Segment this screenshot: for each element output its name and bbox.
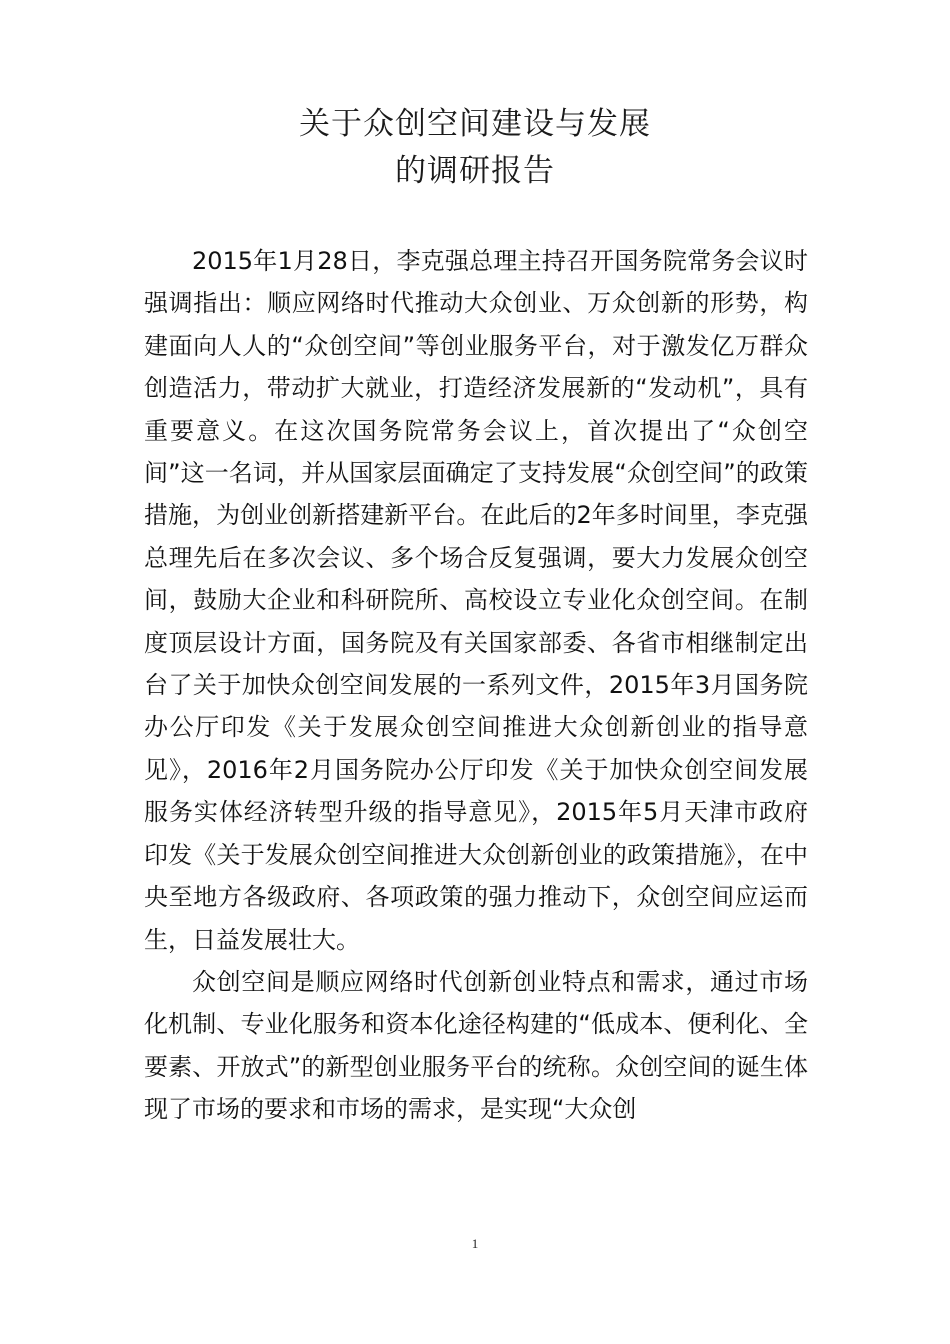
body-paragraph-1: 2015年1月28日，李克强总理主持召开国务院常务会议时强调指出：顺应网络时代推动大众创业、万众创新的形势，构建面向人人的“众创空间”等创业服务平台，对于激发亿万群众创造活力，带动扩大就业，打造经济发展新的“发动机”，具有重要意义。在这次国务院常务会议上，首次提出了“众创空间”这一名词，并从国家层面确定了支持发展“众创空间”的政策措施，为创业创新搭建新平台。在此后的2年多时间里，李克强总理先后在多次会议、多个场合反复强调，要大力发展众创空间，鼓励大企业和科研院所、高校设立专业化众创空间。在制度顶层设计方面，国务院及有关国家部委、各省市相继制定出台了关于加快众创空间发展的一系列文件，2015年3月国务院办公厅印发《关于发展众创空间推进大众创新创业的指导意见》，2016年2月国务院办公厅印发《关于加快众创空间发展服务实体经济转型升级的指导意见》，2015年5月天津市政府印发《关于发展众创空间推进大众创新创业的政策措施》，在中央至地方各级政府、各项政策的强力推动下，众创空间应运而生，日益发展壮大。 — [144, 247, 808, 954]
document-body — [144, 240, 808, 1131]
title-line-2: 的调研报告 — [395, 153, 555, 189]
title-line-1: 关于众创空间建设与发展 — [299, 106, 651, 142]
document-title — [0, 101, 950, 195]
page-number: 1 — [471, 1236, 479, 1251]
body-paragraph-2: 众创空间是顺应网络时代创新创业特点和需求，通过市场化机制、专业化服务和资本化途径构建的“低成本、便利化、全要素、开放式”的新型创业服务平台的统称。众创空间的诞生体现了市场的要求和市场的需求，是实现“大众创 — [144, 967, 808, 1124]
